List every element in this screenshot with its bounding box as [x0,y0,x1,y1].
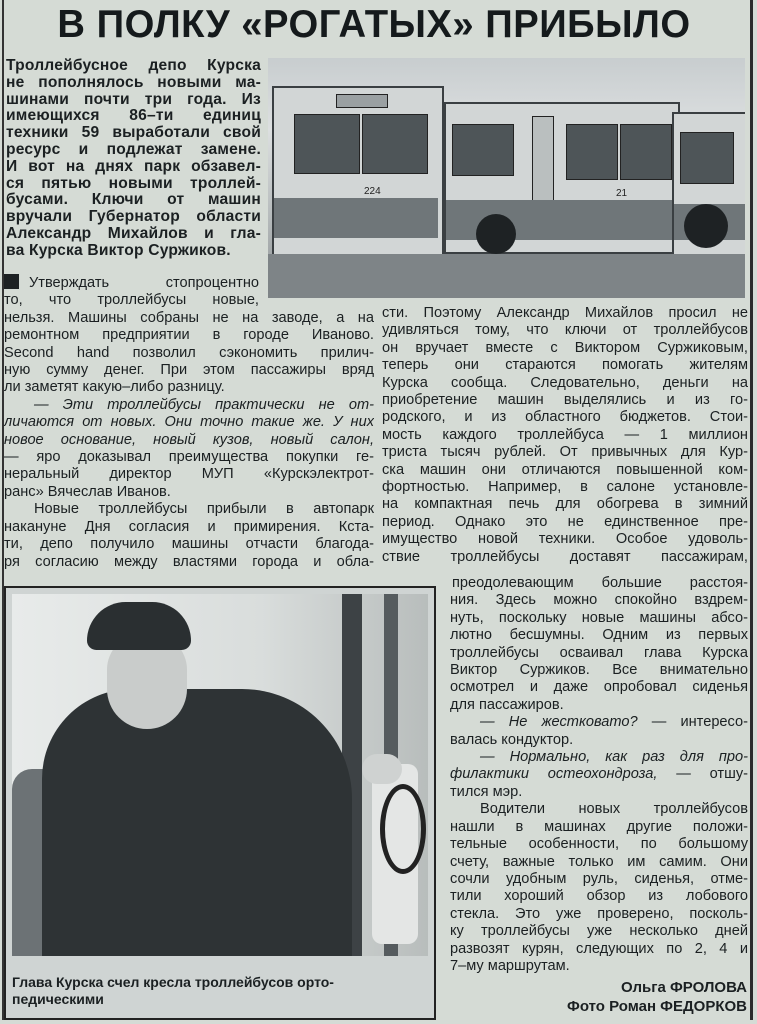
text-line [4,345,374,362]
caption-line: педическими [12,991,104,1007]
text-segment: теперь они стараются помогать жителям [382,357,748,374]
headline: В ПОЛКУ «РОГАТЫХ» ПРИБЫЛО [57,3,691,46]
text-segment: новое основание, новый кузов, новый салон, [4,431,374,448]
lead-line: И вот на днях парк обзавел- [6,158,261,175]
text-line [4,397,374,414]
text-segment: триста тысяч рублей. От привычных для Кур- [382,444,748,461]
text-line [4,519,374,536]
text-line [450,854,748,871]
text-segment: он вручает вместе с Виктором Суржиковым, [382,339,748,356]
text-line [450,592,748,609]
text-segment: Виктор Суржиков. Все внимательно [450,662,748,679]
caption-line: Глава Курска счел кресла троллейбусов орто- [12,974,334,990]
text-segment: ремонтном предприятии в городе Иваново. [4,327,374,344]
text-segment: ствие троллейбусы доставят пассажирам, [382,548,748,565]
mayor-photo [4,586,436,1020]
text-line [450,732,748,749]
text-segment: счету, важные только им самим. Они [450,853,748,870]
text-line [4,274,259,292]
text-segment: тился мэр. [450,783,523,800]
bus-number: 224 [364,186,381,197]
text-line [382,479,748,496]
text-line [4,362,374,379]
text-segment: ранс» Вячеслав Иванов. [4,483,171,500]
text-segment: сти. Поэтому Александр Михайлов просил не [382,305,748,321]
text-segment: 7–му маршрутам. [450,957,570,974]
text-line [450,801,748,818]
text-segment: нельзя. Машины собраны не на заводе, а на [4,309,374,326]
text-line [450,662,748,679]
text-segment: — Эти троллейбусы практически не от- [34,396,374,413]
text-line [382,375,748,392]
text-line [450,923,748,940]
text-line [382,531,748,548]
text-segment: тили хороший обзор из лобового [450,888,748,905]
left-column [4,274,374,571]
text-segment: Утверждать стопроцентно [29,275,259,291]
lead-line: ресурс и подлежат замене. [6,141,261,158]
text-line [4,414,374,431]
text-segment: фортностью. Например, в салоне установле- [382,479,748,496]
text-line [450,906,748,923]
text-line [450,697,748,714]
text-line [382,427,748,444]
text-line [450,958,748,975]
text-line [450,749,748,766]
text-line [4,379,374,396]
text-segment: стекла. Это уже проверено, посколь- [450,905,748,922]
bus-number: 21 [616,188,628,199]
lead-paragraph [6,58,261,260]
text-line [382,357,748,374]
lead-line: шинами почти три года. Из [6,91,261,108]
text-line [4,449,374,466]
text-segment: ку троллейбусы уже несколько дней [450,923,748,940]
text-segment: родского, и из областного бюджетов. Стои- [382,409,748,426]
text-line [450,941,748,958]
text-line [450,610,748,627]
text-line [382,409,748,426]
trolleybuses-photo [268,58,745,298]
text-line [450,819,748,836]
text-line [382,462,748,479]
text-line [4,310,374,327]
text-line [4,554,374,571]
photographer-byline: Фото Роман ФЕДОРКОВ [567,998,747,1015]
text-segment: личаются от новых. Они точно такие же. У них [4,414,374,431]
text-segment: — интересо- [637,714,748,731]
text-line [382,322,748,339]
text-line [450,871,748,888]
text-segment: Новые троллейбусы прибыли в автопарк [34,501,374,518]
text-line [382,392,748,409]
text-line [4,484,374,501]
text-segment: для пассажиров. [450,696,564,713]
text-line [450,888,748,905]
text-segment: приобретение машин выделялись и из го- [382,392,748,409]
lead-line: бусами. Ключи от машин [6,192,261,209]
text-segment: удивляться тому, что ключи от троллейбусов [382,322,748,339]
text-segment: развозят курян, следующих по 2, 4 и [450,940,748,957]
text-segment: сочли удобным руль, сиденья, отме- [450,870,748,887]
text-line [450,575,748,592]
text-segment: преодолевающим большие расстоя- [452,575,748,591]
text-segment: троллейбусы осваивал глава Курска [450,644,748,661]
text-segment: ска машин они отличаются повышенной ком- [382,461,748,478]
text-segment: нуть, поскольку новые машины абсо- [450,609,748,626]
text-line [450,714,748,731]
lead-line: ва Курска Виктор Суржиков. [6,242,231,259]
text-line [4,466,374,483]
text-segment: — Не жестковато? [480,714,638,731]
text-segment: ния. Здесь можно спокойно вздрем- [450,592,748,609]
text-segment: имущество новой техники. Особое удоволь- [382,531,748,548]
text-line [450,784,748,801]
lead-line: ся пятью новыми троллей- [6,175,261,192]
text-segment: тельные особенности, по большому [450,836,748,853]
lead-line: не пополнялось новыми ма- [6,74,261,91]
text-segment: Водители новых троллейбусов [480,801,748,818]
text-line [4,292,259,309]
text-segment: лютно бесшумны. Одним из первых [450,627,748,644]
text-segment: осмотрел и даже опробовал сиденья [450,679,748,696]
text-segment: — отшу- [657,766,748,783]
text-segment: филактики остеохондроза, [450,766,658,783]
lead-line: вручали Губернатор области [6,209,261,226]
trolleybus-3 [672,112,745,256]
text-line [382,444,748,461]
photo-caption [12,974,428,1008]
text-segment: ря согласию между властями города и обла- [4,553,374,570]
text-segment: мость каждого троллейбуса — 1 миллион [382,426,748,443]
text-line [450,836,748,853]
text-segment: Second hand позволил сэкономить прилич- [4,344,374,361]
text-segment: то, что троллейбусы новые, [4,292,259,309]
text-segment: Курска сообща. Следовательно, деньги на [382,374,748,391]
text-line [450,766,748,783]
text-segment: — Нормально, как раз для про- [480,749,748,766]
text-segment: ную сумму денег. При этом пассажиры вряд [4,362,374,379]
text-segment: — яро доказывал преимущества покупки ге- [4,449,374,466]
text-line [450,645,748,662]
text-segment: нашли в машинах другие положи- [450,818,748,835]
right-column-continued [450,575,748,975]
lead-line: имеющихся 86–ти единиц [6,108,261,125]
mayor-photo-image [12,594,428,956]
text-line [450,627,748,644]
text-segment: неральный директор МУП «Курскэлектрот- [4,466,374,483]
lead-line: Александр Михайлов и гла- [6,225,261,242]
text-line [4,432,374,449]
text-line [382,305,748,322]
text-segment: накануне Дня согласия и примирения. Кста- [4,518,374,535]
text-line [4,327,374,344]
text-line [4,536,374,553]
lead-line: Троллейбусное депо Курска [6,58,261,74]
text-segment: валась кондуктор. [450,731,574,748]
text-segment: ти, депо получило машины отчасти благода- [4,536,374,553]
text-segment: на компактная печь для обогрева в зимний [382,496,748,513]
trolleybus-2 [444,102,680,254]
text-line [450,679,748,696]
paragraph-marker-icon [4,274,19,289]
text-line [382,549,748,566]
text-segment: ли заметят какую–либо разницу. [4,379,225,396]
text-line [382,496,748,513]
text-line [382,340,748,357]
lead-line: техники 59 выработали свой [6,125,261,142]
text-segment: период. Однако это не единственное пре- [382,513,748,530]
right-column [382,305,748,566]
text-line [382,514,748,531]
author-byline: Ольга ФРОЛОВА [621,979,747,996]
text-line [4,501,374,518]
trolleybus-1 [272,86,444,260]
